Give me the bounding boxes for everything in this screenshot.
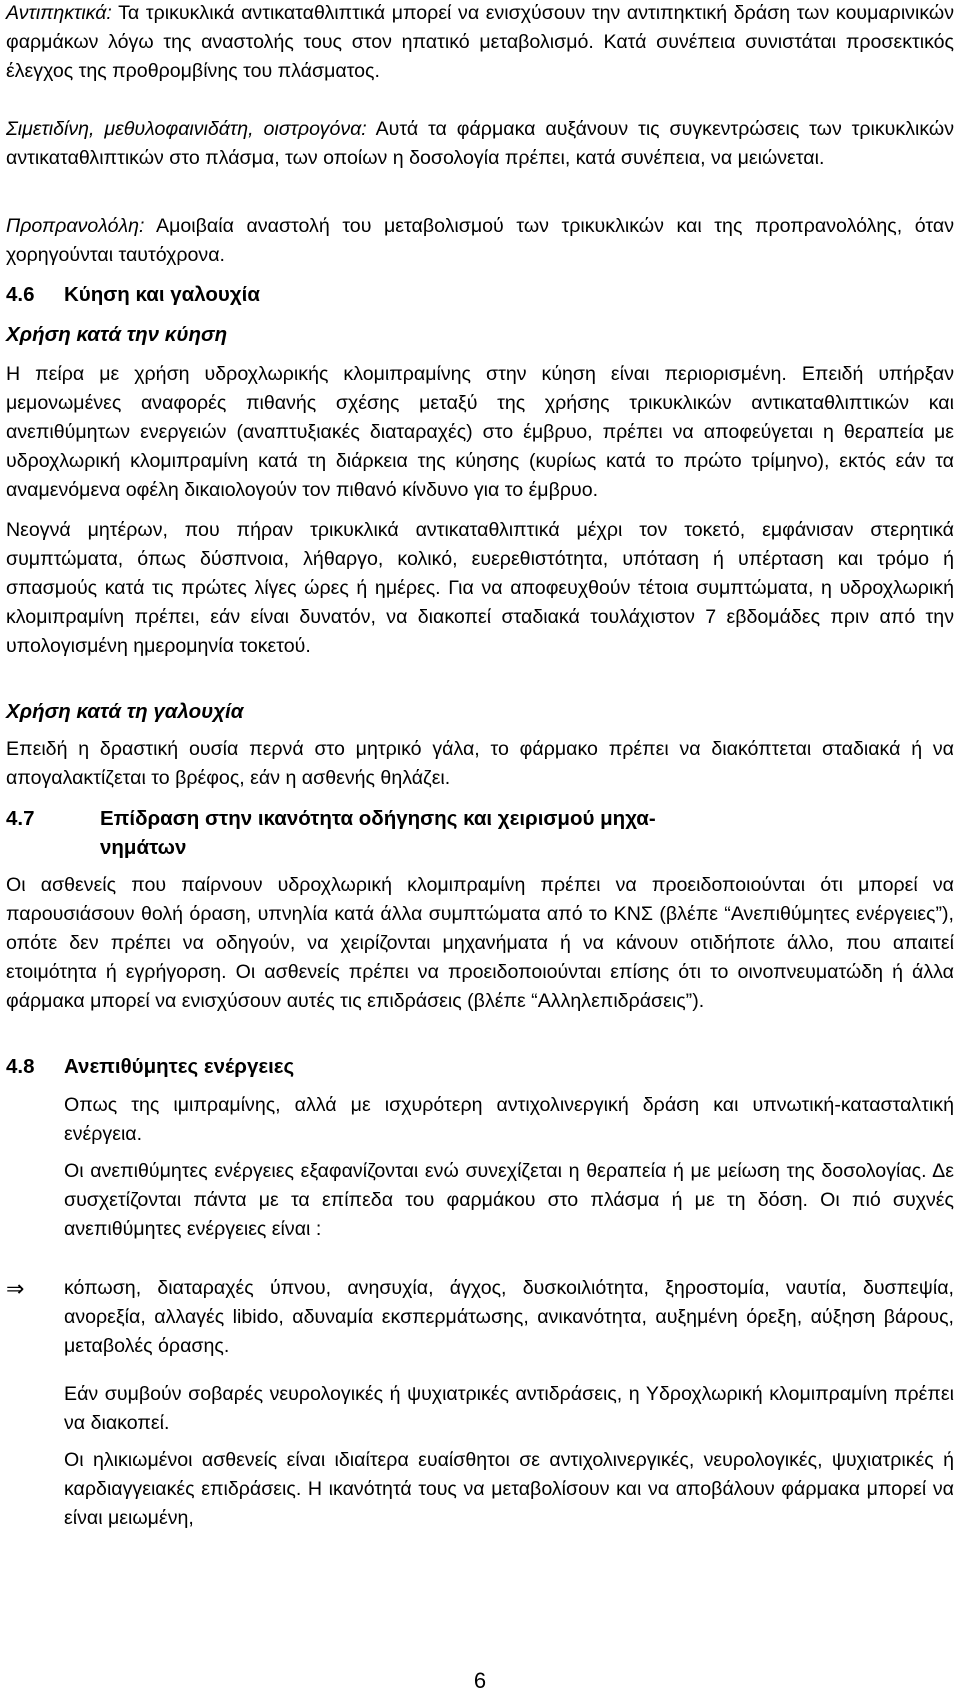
paragraph-driving: Οι ασθενείς που παίρνουν υδροχλωρική κλομιπραμίνη πρέπει να προειδοποιούνται ότι μπορεί να παρουσιάσουν θολή όραση, υπνηλία κατά άλλα συμπτώματα από το ΚΝΣ (βλέπε “Ανεπιθύμητες ενέργειες”), οπότε δεν πρέπει να οδηγούν, να χειρίζονται μηχανήματα ή να κάνουν οτιδήποτε άλλο, που απαιτεί ετοιμότητα ή εγρήγορση. Οι ασθενείς πρέπει να προειδοποιούνται επίσης ότι το οινοπνευματώδη ή άλλα φάρμακα μπορεί να ενισχύσουν αυτές τις επιδράσεις (βλέπε “Αλληλεπιδράσεις”). — [6, 874, 954, 1012]
paragraph-neurological-reactions: Εάν συμβούν σοβαρές νευρολογικές ή ψυχιατρικές αντιδράσεις, η Υδροχλωρική κλομιπραμίνη πρέπει να διακοπεί. — [64, 1383, 954, 1434]
paragraph-lactation: Επειδή η δραστική ουσία περνά στο μητρικό γάλα, το φάρμακο πρέπει να διακόπτεται σταδιακά ή να απογαλακτίζεται το βρέφος, εάν η ασθενής θηλάζει. — [6, 738, 954, 789]
interaction-label: Προπρανολόλη: — [6, 215, 145, 237]
interaction-label: Αντιπηκτικά: — [6, 2, 112, 24]
section-title: Κύηση και γαλουχία — [64, 283, 260, 306]
list-item — [6, 1274, 954, 1361]
double-arrow-right-icon: ⇒ — [6, 1276, 25, 1301]
paragraph-neonates: Νεογνά μητέρων, που πήραν τρικυκλικά αντικαταθλιπτικά μέχρι τον τοκετό, εμφάνισαν στερητικά συμπτώματα, όπως δύσπνοια, λήθαργο, κολικό, ευερεθιστότητα, υπόταση ή υπέρταση και τρόμο ή σπασμούς κατά τις πρώτες λίγες ώρες ή ημέρες. Για να αποφευχθούν τέτοια συμπτώματα, η υδροχλωρική κλομιπραμίνη πρέπει, εάν είναι δυνατόν, να διακοπεί σταδιακά τουλάχιστον 7 εβδομάδες πριν από την υπολογισμένη ημερομηνία τοκετού. — [6, 519, 954, 657]
section-title: Ανεπιθύμητες ενέργειες — [64, 1055, 295, 1078]
section-title: Επίδραση στην ικανότητα οδήγησης και χειρισμού μηχα-νημάτων — [100, 807, 656, 859]
paragraph-like-imipramine: Οπως της ιμιπραμίνης, αλλά με ισχυρότερη αντιχολινεργική δράση και υπνωτική-κατασταλτική ενέργεια. — [64, 1094, 954, 1145]
section-number: 4.7 — [6, 807, 35, 830]
subheading-pregnancy: Χρήση κατά την κύηση — [6, 323, 228, 346]
paragraph-side-effects-disappear: Οι ανεπιθύμητες ενέργειες εξαφανίζονται ενώ συνεχίζεται η θεραπεία ή με μείωση της δοσολογίας. Δε συσχετίζονται πάντα με τα επίπεδα του φαρμάκου στο πλάσμα ή με τη δόση. Οι πιό συχνές ανεπιθύμητες ενέργειες είναι : — [64, 1160, 954, 1240]
paragraph-pregnancy-experience: Η πείρα με χρήση υδροχλωρικής κλομιπραμίνης στην κύηση είναι περιορισμένη. Επειδή υπήρξαν μεμονωμένες αναφορές πιθανής σχέσης μεταξύ της χρήσης τρικυκλικών αντικαταθλιπτικών και ανεπιθύμητων ενεργειών (αναπτυξιακές διαταραχές) στο έμβρυο, πρέπει να αποφεύγεται η θεραπεία με υδροχλωρική κλομιπραμίνη κατά τη διάρκεια της κύησης (κυρίως κατά το πρώτο τρίμηνο), εκτός εάν τα αναμενόμενα οφέλη δικαιολογούν τον πιθανό κίνδυνο για το έμβρυο. — [6, 363, 954, 501]
section-number: 4.6 — [6, 283, 35, 306]
interaction-anticoagulants: Αντιπηκτικά: Τα τρικυκλικά αντικαταθλιπτικά μπορεί να ενισχύσουν την αντιπηκτική δράση των κουμαρινικών φαρμάκων λόγω της αναστολής τους στον ηπατικό μεταβολισμό. Κατά συνέπεια συνιστάται προσεκτικός έλεγχος της προθρομβίνης του πλάσματος. — [6, 2, 954, 82]
bullet-text: κόπωση, διαταραχές ύπνου, ανησυχία, άγχος, δυσκοιλιότητα, ξηροστομία, ναυτία, δυσπεψία, ανορεξία, αλλαγές libido, αδυναμία εκσπερμάτωσης, ανικανότητα, αυξημένη όρεξη, αύξηση βάρους, μεταβολές όρασης. — [64, 1277, 954, 1357]
section-number: 4.8 — [6, 1055, 35, 1078]
section-heading-4-6 — [6, 280, 954, 309]
interaction-cimetidine: Σιμετιδίνη, μεθυλοφαινιδάτη, οιστρογόνα: Αυτά τα φάρμακα αυξάνουν τις συγκεντρώσεις των τρικυκλικών αντικαταθλιπτικών στο πλάσμα, των οποίων η δοσολογία πρέπει, κατά συνέπεια, να μειώνεται. — [6, 118, 955, 169]
section-heading-4-8 — [6, 1052, 954, 1081]
interaction-propranolol: Προπρανολόλη: Αμοιβαία αναστολή του μεταβολισμού των τρικυκλικών και της προπρανολόλης, όταν χορηγούνται ταυτόχρονα. — [6, 215, 954, 266]
interaction-label: Σιμετιδίνη, μεθυλοφαινιδάτη, οιστρογόνα: — [6, 118, 367, 140]
paragraph-elderly: Οι ηλικιωμένοι ασθενείς είναι ιδιαίτερα ευαίσθητοι σε αντιχολινεργικές, νευρολογικές, ψυχιατρικές ή καρδιαγγειακές επιδράσεις. Η ικανότητά τους να μεταβολίσουν και να αποβάλουν φάρμακα μπορεί να είναι μειωμένη, — [64, 1449, 954, 1529]
subheading-lactation: Χρήση κατά τη γαλουχία — [6, 700, 244, 723]
page-number: 6 — [473, 1668, 487, 1693]
section-heading-4-7 — [6, 804, 766, 862]
